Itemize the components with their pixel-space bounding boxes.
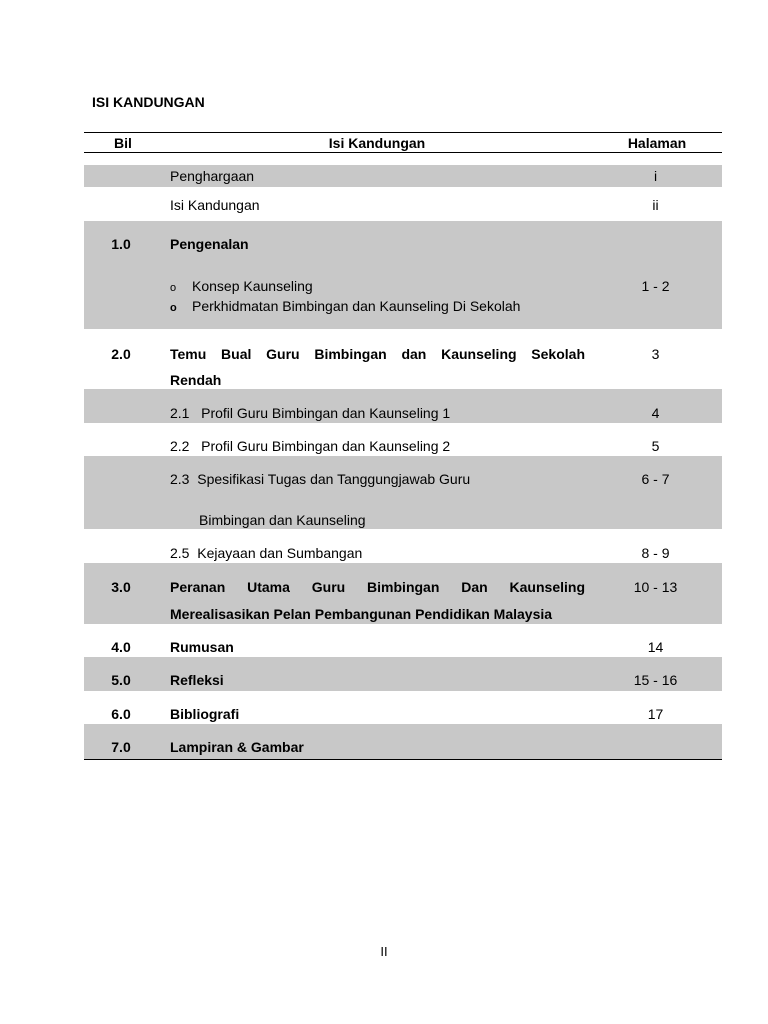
toc-row-2-1 <box>84 389 722 423</box>
toc-number: 7.0 <box>111 739 131 755</box>
toc-title: Pengenalan <box>170 236 249 252</box>
toc-bullet-item <box>170 278 585 294</box>
page-heading: ISI KANDUNGAN <box>92 94 205 110</box>
toc-row-5 <box>84 657 722 691</box>
toc-title: Refleksi <box>170 672 224 688</box>
bullet-circle-icon: o <box>170 282 177 294</box>
toc-row-2-5 <box>84 529 722 563</box>
header-isi-kandungan: Isi Kandungan <box>328 134 426 151</box>
table-of-contents <box>84 132 722 760</box>
header-halaman: Halaman <box>627 134 687 151</box>
toc-row-1 <box>84 221 722 329</box>
toc-page: 8 - 9 <box>641 545 670 561</box>
toc-title-line: Bimbingan dan Kaunseling <box>199 512 366 528</box>
toc-page: 3 <box>651 346 660 362</box>
toc-number: 1.0 <box>111 236 131 252</box>
bullet-circle-icon: o <box>170 302 177 314</box>
toc-number: 6.0 <box>111 706 131 722</box>
toc-title: Lampiran & Gambar <box>170 739 304 755</box>
toc-number: 4.0 <box>111 639 131 655</box>
toc-title-line: Peranan Utama Guru Bimbingan Dan Kaunseling <box>170 579 585 595</box>
toc-row-2-2 <box>84 423 722 456</box>
toc-page: i <box>653 168 658 184</box>
toc-title: 2.5 Kejayaan dan Sumbangan <box>170 545 363 561</box>
toc-number: 3.0 <box>111 579 131 595</box>
toc-title: Isi Kandungan <box>170 197 260 213</box>
toc-title-line: Merealisasikan Pelan Pembangunan Pendidikan Malaysia <box>170 606 553 622</box>
toc-row-isi-kandungan <box>84 187 722 221</box>
toc-bullet-text: Konsep Kaunseling <box>192 278 313 294</box>
toc-bullet-text: Perkhidmatan Bimbingan dan Kaunseling Di Sekolah <box>192 298 521 314</box>
toc-title-line: 2.3 Spesifikasi Tugas dan Tanggungjawab Guru <box>170 471 471 487</box>
toc-row-7 <box>84 724 722 760</box>
header-bil: Bil <box>114 134 132 151</box>
toc-row-3 <box>84 563 722 624</box>
toc-title: Rumusan <box>170 639 234 655</box>
toc-title-line: Rendah <box>170 372 222 388</box>
toc-row-penghargaan <box>84 165 722 187</box>
toc-page: 15 - 16 <box>633 672 678 688</box>
toc-page: 1 - 2 <box>641 278 670 294</box>
toc-page: 17 <box>647 706 664 722</box>
toc-page: 14 <box>647 639 664 655</box>
toc-number: 2.0 <box>111 346 131 362</box>
toc-title: 2.2 Profil Guru Bimbingan dan Kaunseling 2 <box>170 438 451 454</box>
page-number: II <box>380 944 388 959</box>
toc-row-6 <box>84 691 722 724</box>
toc-row-2-3 <box>84 456 722 529</box>
toc-page: 6 - 7 <box>641 471 670 487</box>
toc-title: Penghargaan <box>170 168 255 184</box>
toc-title: 2.1 Profil Guru Bimbingan dan Kaunseling 1 <box>170 405 451 421</box>
toc-title: Bibliografi <box>170 706 240 722</box>
toc-page: ii <box>652 197 659 213</box>
toc-page: 10 - 13 <box>633 579 678 595</box>
toc-row-2 <box>84 329 722 389</box>
table-header <box>84 132 722 153</box>
toc-number: 5.0 <box>111 672 131 688</box>
toc-row-4 <box>84 624 722 657</box>
toc-page: 5 <box>651 438 660 454</box>
toc-title-line: Temu Bual Guru Bimbingan dan Kaunseling Sekolah <box>170 346 585 362</box>
toc-bullet-item <box>170 298 585 314</box>
toc-page: 4 <box>651 405 660 421</box>
